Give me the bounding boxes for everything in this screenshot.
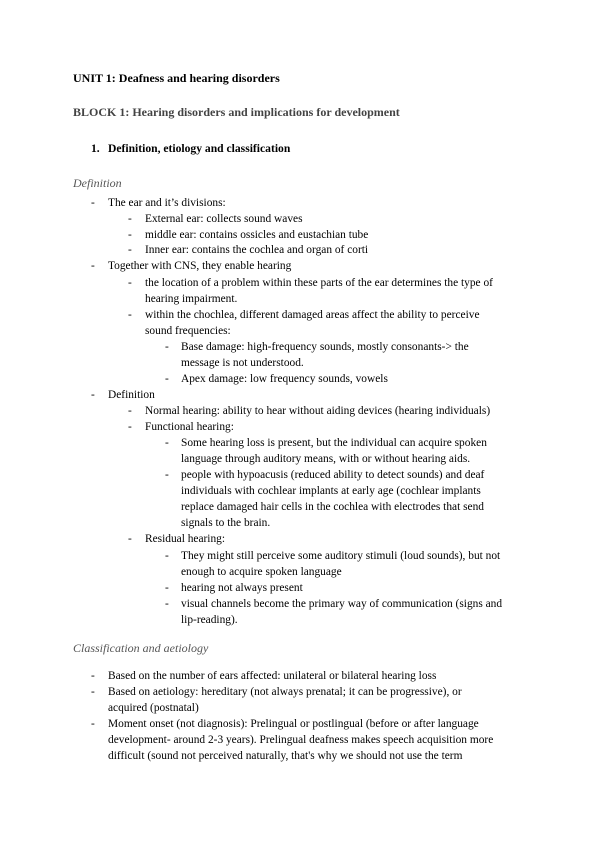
list-item-continuation: development- around 2-3 years). Prelingual deafness makes speech acquisition more bbox=[108, 734, 494, 746]
bullet: - bbox=[91, 670, 95, 682]
list-item: Based on aetiology: hereditary (not always prenatal; it can be progressive), or bbox=[108, 686, 462, 698]
bullet: - bbox=[165, 598, 169, 610]
bullet: - bbox=[165, 373, 169, 385]
bullet: - bbox=[165, 582, 169, 594]
list-item: External ear: collects sound waves bbox=[145, 213, 303, 225]
bullet: - bbox=[91, 197, 95, 209]
list-item: hearing not always present bbox=[181, 582, 303, 594]
list-item: The ear and it’s divisions: bbox=[108, 197, 226, 209]
list-item: Inner ear: contains the cochlea and organ of corti bbox=[145, 244, 369, 256]
bullet: - bbox=[165, 550, 169, 562]
bullet: - bbox=[128, 421, 132, 433]
bullet: - bbox=[165, 437, 169, 449]
list-item-continuation: lip-reading). bbox=[181, 614, 238, 626]
block-title: BLOCK 1: Hearing disorders and implications for development bbox=[73, 105, 400, 119]
list-item: Residual hearing: bbox=[145, 533, 226, 545]
list-item: Base damage: high-frequency sounds, mostly consonants-> the bbox=[181, 341, 469, 353]
list-item-continuation: signals to the brain. bbox=[181, 517, 271, 529]
list-item-continuation: difficult (sound not perceived naturally, that's why we should not use the term bbox=[108, 750, 463, 762]
bullet: - bbox=[165, 469, 169, 481]
list-item-continuation: acquired (postnatal) bbox=[108, 702, 199, 714]
bullet: - bbox=[165, 341, 169, 353]
bullet: - bbox=[91, 686, 95, 698]
bullet: - bbox=[128, 405, 132, 417]
bullet: - bbox=[128, 213, 132, 225]
list-item: Definition bbox=[108, 389, 155, 401]
bullet: - bbox=[128, 277, 132, 289]
list-item: Normal hearing: ability to hear without aiding devices (hearing individuals) bbox=[145, 405, 491, 417]
section-number: 1. bbox=[91, 142, 100, 155]
bullet: - bbox=[128, 533, 132, 545]
unit-title: UNIT 1: Deafness and hearing disorders bbox=[73, 71, 280, 85]
list-item-continuation: message is not understood. bbox=[181, 357, 304, 369]
list-item-continuation: enough to acquire spoken language bbox=[181, 566, 342, 578]
list-item: within the chochlea, different damaged areas affect the ability to perceive bbox=[145, 309, 480, 321]
definition-heading: Definition bbox=[73, 176, 122, 190]
list-item: middle ear: contains ossicles and eustachian tube bbox=[145, 229, 369, 241]
list-item: Apex damage: low frequency sounds, vowels bbox=[181, 373, 388, 385]
bullet: - bbox=[91, 718, 95, 730]
list-item: people with hypoacusis (reduced ability to detect sounds) and deaf bbox=[181, 469, 485, 481]
list-item: Together with CNS, they enable hearing bbox=[108, 260, 292, 272]
classification-heading: Classification and aetiology bbox=[73, 641, 209, 655]
list-item: Moment onset (not diagnosis): Prelingual or postlingual (before or after language bbox=[108, 718, 479, 730]
section-title: Definition, etiology and classification bbox=[108, 142, 291, 155]
list-item-continuation: sound frequencies: bbox=[145, 325, 231, 337]
list-item-continuation: individuals with cochlear implants at early age (cochlear implants bbox=[181, 485, 481, 497]
bullet: - bbox=[128, 229, 132, 241]
bullet: - bbox=[91, 389, 95, 401]
list-item: the location of a problem within these parts of the ear determines the type of bbox=[145, 277, 493, 289]
bullet: - bbox=[91, 260, 95, 272]
list-item: visual channels become the primary way of communication (signs and bbox=[181, 598, 503, 610]
list-item-continuation: replace damaged hair cells in the cochlea with electrodes that send bbox=[181, 501, 484, 513]
list-item: They might still perceive some auditory stimuli (loud sounds), but not bbox=[181, 550, 501, 562]
list-item-continuation: language through auditory means, with or without hearing aids. bbox=[181, 453, 471, 465]
list-item: Based on the number of ears affected: unilateral or bilateral hearing loss bbox=[108, 670, 437, 682]
list-item-continuation: hearing impairment. bbox=[145, 293, 238, 305]
list-item: Some hearing loss is present, but the individual can acquire spoken bbox=[181, 437, 487, 449]
bullet: - bbox=[128, 309, 132, 321]
list-item: Functional hearing: bbox=[145, 421, 234, 433]
bullet: - bbox=[128, 244, 132, 256]
